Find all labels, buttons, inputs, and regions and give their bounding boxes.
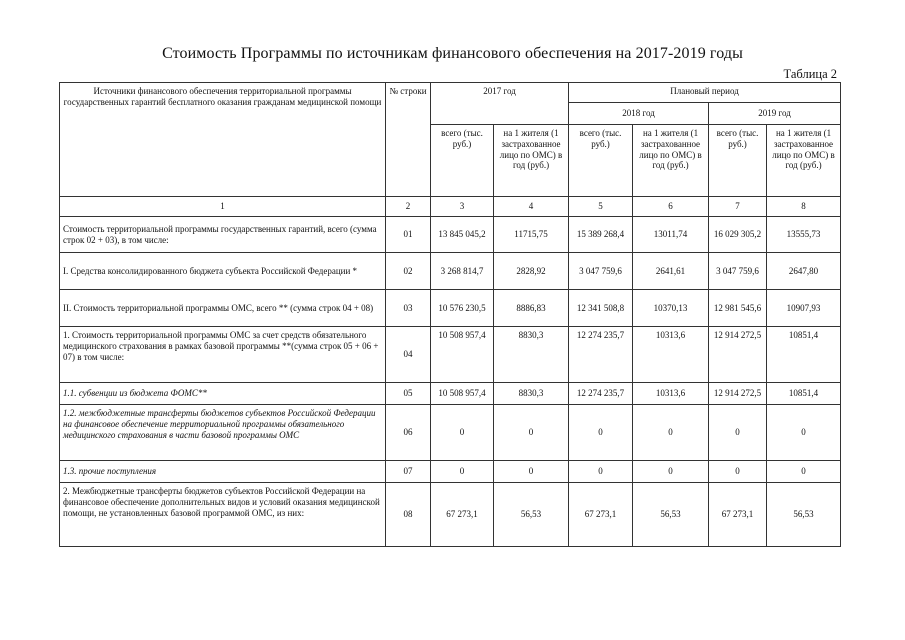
cell-value: 56,53: [494, 483, 569, 547]
cell-value: 15 389 268,4: [569, 217, 633, 253]
header-year-2019: 2019 год: [709, 103, 841, 125]
col-number: 1: [60, 197, 386, 217]
table-row: [60, 483, 841, 547]
cell-value: 2647,80: [767, 253, 841, 290]
cell-value: 16 029 305,2: [709, 217, 767, 253]
col-number: 3: [431, 197, 494, 217]
table-row: [60, 217, 841, 253]
cell-value: 3 047 759,6: [569, 253, 633, 290]
row-label: I. Средства консолидированного бюджета субъекта Российской Федерации *: [60, 253, 386, 290]
row-number: 02: [386, 253, 431, 290]
header-year-2017: 2017 год: [431, 83, 569, 125]
cell-value: 2828,92: [494, 253, 569, 290]
cell-value: 0: [633, 461, 709, 483]
row-label: 1.1. субвенции из бюджета ФОМС**: [60, 383, 386, 405]
header-total-2017: всего (тыс. руб.): [431, 125, 494, 197]
header-total-2018: всего (тыс. руб.): [569, 125, 633, 197]
col-number: 8: [767, 197, 841, 217]
header-plan-period: Плановый период: [569, 83, 841, 103]
cell-value: 8830,3: [494, 327, 569, 383]
table-row: [60, 253, 841, 290]
row-label: 2. Межбюджетные трансферты бюджетов субъектов Российской Федерации на финансовое обеспечение дополнительных видов и условий оказания медицинской помощи, не установленных базовой программой ОМС, из них:: [60, 483, 386, 547]
cell-value: 2641,61: [633, 253, 709, 290]
row-number: 04: [386, 327, 431, 383]
header-per-resident-2018: на 1 жителя (1 застрахованное лицо по ОМС) в год (руб.): [633, 125, 709, 197]
cell-value: 10851,4: [767, 383, 841, 405]
row-label: 1.2. межбюджетные трансферты бюджетов субъектов Российской Федерации на финансовое обеспечение территориальной программы обязательного медицинского страхования в части базовой программы ОМС: [60, 405, 386, 461]
cell-value: 10313,6: [633, 327, 709, 383]
cell-value: 8886,83: [494, 290, 569, 327]
cell-value: 0: [494, 461, 569, 483]
cell-value: 12 341 508,8: [569, 290, 633, 327]
cell-value: 8830,3: [494, 383, 569, 405]
cell-value: 13011,74: [633, 217, 709, 253]
cell-value: 3 268 814,7: [431, 253, 494, 290]
row-number: 05: [386, 383, 431, 405]
cell-value: 12 981 545,6: [709, 290, 767, 327]
cell-value: 12 274 235,7: [569, 327, 633, 383]
cell-value: 67 273,1: [431, 483, 494, 547]
cell-value: 0: [709, 405, 767, 461]
cell-value: 12 914 272,5: [709, 327, 767, 383]
cell-value: 0: [633, 405, 709, 461]
cell-value: 0: [431, 405, 494, 461]
row-label: Стоимость территориальной программы государственных гарантий, всего (сумма строк 02 + 03), в том числе:: [60, 217, 386, 253]
cell-value: 13555,73: [767, 217, 841, 253]
cell-value: 0: [569, 405, 633, 461]
col-number: 6: [633, 197, 709, 217]
cell-value: 0: [709, 461, 767, 483]
col-number: 7: [709, 197, 767, 217]
row-label: 1.3. прочие поступления: [60, 461, 386, 483]
row-label: II. Стоимость территориальной программы ОМС, всего ** (сумма строк 04 + 08): [60, 290, 386, 327]
row-number: 07: [386, 461, 431, 483]
cell-value: 56,53: [767, 483, 841, 547]
cell-value: 10907,93: [767, 290, 841, 327]
cell-value: 56,53: [633, 483, 709, 547]
cell-value: 10313,6: [633, 383, 709, 405]
cell-value: 12 914 272,5: [709, 383, 767, 405]
cell-value: 10851,4: [767, 327, 841, 383]
header-total-2019: всего (тыс. руб.): [709, 125, 767, 197]
cell-value: 0: [494, 405, 569, 461]
table-label: Таблица 2: [783, 67, 837, 81]
cell-value: 67 273,1: [569, 483, 633, 547]
col-number: 4: [494, 197, 569, 217]
table-row: [60, 461, 841, 483]
header-row-number: № строки: [386, 83, 431, 197]
header-per-resident-2019: на 1 жителя (1 застрахованное лицо по ОМС) в год (руб.): [767, 125, 841, 197]
cell-value: 3 047 759,6: [709, 253, 767, 290]
cell-value: 11715,75: [494, 217, 569, 253]
row-number: 08: [386, 483, 431, 547]
table-row: [60, 327, 841, 383]
cell-value: 12 274 235,7: [569, 383, 633, 405]
table-row: [60, 405, 841, 461]
table-row: [60, 290, 841, 327]
column-numbers-row: [60, 197, 841, 217]
col-number: 5: [569, 197, 633, 217]
header-per-resident-2017: на 1 жителя (1 застрахованное лицо по ОМС) в год (руб.): [494, 125, 569, 197]
col-number: 2: [386, 197, 431, 217]
row-label: 1. Стоимость территориальной программы ОМС за счет средств обязательного медицинского страхования в рамках базовой программы **(сумма строк 05 + 06 + 07) в том числе:: [60, 327, 386, 383]
cell-value: 0: [569, 461, 633, 483]
cell-value: 10 576 230,5: [431, 290, 494, 327]
cell-value: 0: [431, 461, 494, 483]
page-title: Стоимость Программы по источникам финансового обеспечения на 2017-2019 годы: [162, 45, 743, 62]
row-number: 03: [386, 290, 431, 327]
cell-value: 67 273,1: [709, 483, 767, 547]
cell-value: 10 508 957,4: [431, 327, 494, 383]
cell-value: 0: [767, 461, 841, 483]
row-number: 06: [386, 405, 431, 461]
cell-value: 0: [767, 405, 841, 461]
table-row: [60, 383, 841, 405]
financing-table: [59, 82, 841, 547]
header-year-2018: 2018 год: [569, 103, 709, 125]
row-number: 01: [386, 217, 431, 253]
header-source-column: Источники финансового обеспечения территориальной программы государственных гарантий бесплатного оказания гражданам медицинской помощи: [60, 83, 386, 197]
cell-value: 10 508 957,4: [431, 383, 494, 405]
cell-value: 13 845 045,2: [431, 217, 494, 253]
cell-value: 10370,13: [633, 290, 709, 327]
